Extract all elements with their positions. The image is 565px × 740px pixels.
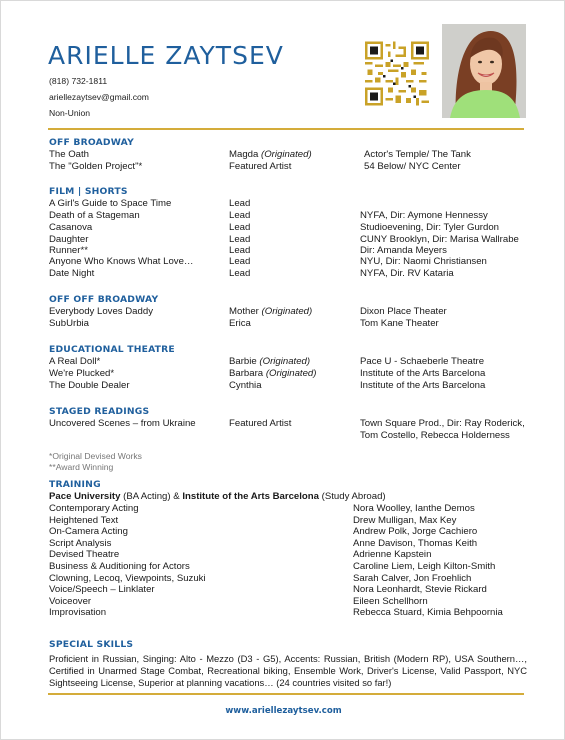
credit-role: Lead <box>229 268 251 279</box>
credit-role: Lead <box>229 198 251 209</box>
qr-code-icon <box>365 40 429 107</box>
credit-venue: NYFA, Dir: Aymone Hennessy <box>360 210 488 221</box>
credit-title: The Oath <box>49 149 89 160</box>
footer-divider <box>48 693 524 695</box>
credit-role: Lead <box>229 222 251 233</box>
credit-role: Lead <box>229 256 251 267</box>
credit-venue: Pace U - Schaeberle Theatre <box>360 356 485 367</box>
training-class: Clowning, Lecoq, Viewpoints, Suzuki <box>49 573 206 584</box>
training-class: Voice/Speech – Linklater <box>49 584 155 595</box>
credit-venue: Institute of the Arts Barcelona <box>360 368 486 379</box>
credit-title: A Real Doll* <box>49 356 101 367</box>
website-link[interactable]: www.ariellezaytsev.com <box>225 706 342 716</box>
credit-title: The Double Dealer <box>49 380 130 391</box>
credit-venue: Tom Kane Theater <box>360 318 439 329</box>
credit-role: Lead <box>229 245 251 256</box>
credit-title: Runner** <box>49 245 88 256</box>
credit-title: Anyone Who Knows What Love… <box>49 256 194 267</box>
credit-venue-cont: Tom Costello, Rebecca Holderness <box>360 430 510 441</box>
section-educational-theatre: EDUCATIONAL THEATRE <box>49 344 175 355</box>
training-teachers: Anne Davison, Thomas Keith <box>353 538 478 549</box>
section-off-off-broadway: OFF OFF BROADWAY <box>49 294 159 305</box>
section-special-skills: SPECIAL SKILLS <box>49 639 134 650</box>
credit-role: Barbie (Originated) <box>229 356 311 367</box>
training-class: On-Camera Acting <box>49 526 128 537</box>
training-teachers: Sarah Calver, Jon Froehlich <box>353 573 472 584</box>
training-schools: Pace University (BA Acting) & Institute of the Arts Barcelona (Study Abroad) <box>49 491 386 502</box>
credit-title: The "Golden Project"* <box>49 161 143 172</box>
phone: (818) 732-1811 <box>49 76 108 86</box>
credit-role: Featured Artist <box>229 161 292 172</box>
training-class: Heightened Text <box>49 515 119 526</box>
credit-role: Lead <box>229 210 251 221</box>
special-skills-text: Proficient in Russian, Singing: Alto - Mezzo (D3 - G5), Accents: Russian, British (Modern RP), USA Southern…, Certified in Unarmed Stage Combat, Recreational biking, Ensemble Work, Driver's License, Valid Passport, NYC Sightseeing License, Superior at planning vacations… (24 countries visited so far!) <box>49 653 527 688</box>
training-teachers: Drew Mulligan, Max Key <box>353 515 457 526</box>
training-class: Improvisation <box>49 607 107 618</box>
training-teachers: Adrienne Kapstein <box>353 549 432 560</box>
training-class: Devised Theatre <box>49 549 120 560</box>
footnote-award: **Award Winning <box>49 462 114 472</box>
credit-title: SubUrbia <box>49 318 89 329</box>
training-teachers: Eileen Schellhorn <box>353 596 428 607</box>
credit-title: Casanova <box>49 222 93 233</box>
training-teachers: Nora Woolley, Ianthe Demos <box>353 503 475 514</box>
credit-title: A Girl's Guide to Space Time <box>49 198 172 209</box>
training-teachers: Andrew Polk, Jorge Cachiero <box>353 526 478 537</box>
training-class: Contemporary Acting <box>49 503 139 514</box>
credit-role: Lead <box>229 234 251 245</box>
training-teachers: Nora Leonhardt, Stevie Rickard <box>353 584 487 595</box>
credit-venue: NYFA, Dir. RV Kataria <box>360 268 454 279</box>
credit-venue: Actor's Temple/ The Tank <box>364 149 471 160</box>
credit-title: Uncovered Scenes – from Ukraine <box>49 418 196 429</box>
credit-venue: Studioevening, Dir: Tyler Gurdon <box>360 222 500 233</box>
credit-title: Date Night <box>49 268 95 279</box>
credit-role: Mother (Originated) <box>229 306 313 317</box>
credit-venue: 54 Below/ NYC Center <box>364 161 461 172</box>
credit-role: Magda (Originated) <box>229 149 312 160</box>
credit-venue: Institute of the Arts Barcelona <box>360 380 486 391</box>
section-training: TRAINING <box>49 479 101 490</box>
email: ariellezaytsev@gmail.com <box>49 92 149 102</box>
training-class: Voiceover <box>49 596 92 607</box>
training-class: Script Analysis <box>49 538 112 549</box>
credit-venue: CUNY Brooklyn, Dir: Marisa Wallrabe <box>360 234 519 245</box>
credit-role: Featured Artist <box>229 418 292 429</box>
credit-title: Daughter <box>49 234 89 245</box>
credit-venue: Town Square Prod., Dir: Ray Roderick, <box>360 418 525 429</box>
credit-title: Everybody Loves Daddy <box>49 306 153 317</box>
actor-name: ARIELLE ZAYTSEV <box>48 41 284 70</box>
section-off-broadway: OFF BROADWAY <box>49 137 134 148</box>
section-staged-readings: STAGED READINGS <box>49 406 150 417</box>
credit-role: Barbara (Originated) <box>229 368 317 379</box>
credit-venue: NYU, Dir: Naomi Christiansen <box>360 256 487 267</box>
credit-venue: Dixon Place Theater <box>360 306 447 317</box>
union-status: Non-Union <box>49 108 91 118</box>
headshot-photo <box>442 24 526 118</box>
training-teachers: Rebecca Stuard, Kimia Behpoornia <box>353 607 503 618</box>
training-class: Business & Auditioning for Actors <box>49 561 190 572</box>
footnote-original: *Original Devised Works <box>49 451 142 461</box>
training-teachers: Caroline Liem, Leigh Kilton-Smith <box>353 561 496 572</box>
credit-role: Erica <box>229 318 251 329</box>
credit-title: Death of a Stageman <box>49 210 140 221</box>
header-divider <box>48 128 524 130</box>
credit-role: Cynthia <box>229 380 262 391</box>
section-film-shorts: FILM | SHORTS <box>49 186 128 197</box>
credit-venue: Dir: Amanda Meyers <box>360 245 447 256</box>
credit-title: We're Plucked* <box>49 368 115 379</box>
